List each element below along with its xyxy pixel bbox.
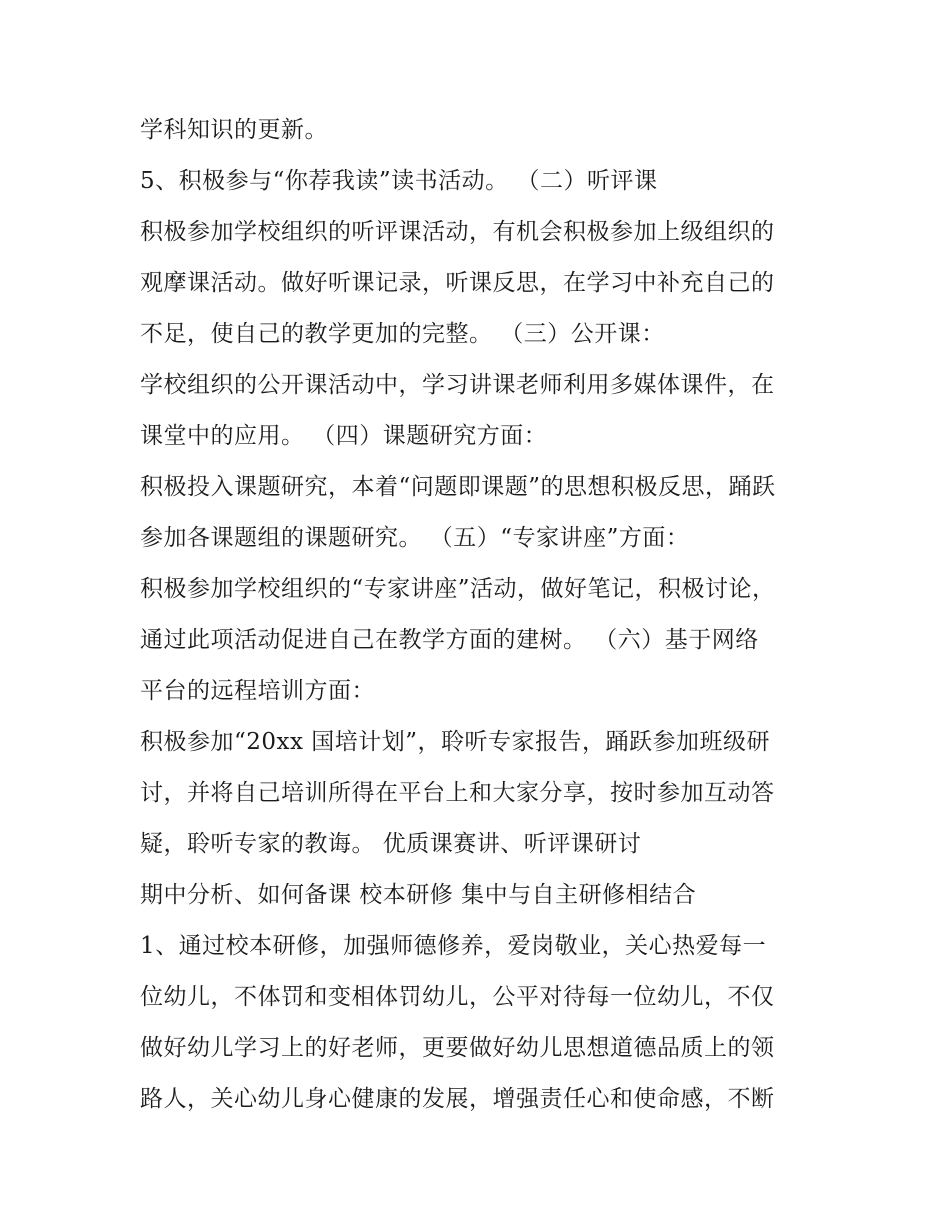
text-line-14: 讨，并将自己培训所得在平台上和大家分享，按时参加互动答 — [140, 780, 775, 806]
text-line-17: 1、通过校本研修，加强师德修养，爱岗敬业，关心热爱每一 — [140, 933, 767, 959]
text-line-5: 不足，使自己的教学更加的完整。 （三）公开课： — [140, 321, 665, 347]
text-line-10: 积极参加学校组织的“专家讲座”活动，做好笔记，积极讨论， — [140, 576, 776, 602]
text-line-19: 做好幼儿学习上的好老师，更要做好幼儿思想道德品质上的领 — [140, 1035, 775, 1061]
text-line-3: 积极参加学校组织的听评课活动，有机会积极参加上级组织的 — [140, 219, 775, 245]
text-line-13: 积极参加“20xx 国培计划”，聆听专家报告，踊跃参加班级研 — [140, 729, 771, 755]
text-line-4: 观摩课活动。做好听课记录，听课反思，在学习中补充自己的 — [140, 270, 775, 296]
text-line-8: 积极投入课题研究，本着“问题即课题”的思想积极反思，踊跃 — [140, 474, 776, 500]
text-line-11: 通过此项活动促进自己在教学方面的建树。 （六）基于网络 — [140, 627, 759, 653]
text-line-6: 学校组织的公开课活动中，学习讲课老师利用多媒体课件，在 — [140, 372, 775, 398]
text-line-16: 期中分析、如何备课 校本研修 集中与自主研修相结合 — [140, 882, 697, 908]
text-line-18: 位幼儿，不体罚和变相体罚幼儿，公平对待每一位幼儿，不仅 — [140, 984, 775, 1010]
text-line-12: 平台的远程培训方面： — [140, 678, 375, 704]
text-line-7: 课堂中的应用。 （四）课题研究方面： — [140, 423, 548, 449]
text-line-2: 5、积极参与“你荐我读”读书活动。 （二）听评课 — [140, 168, 658, 194]
text-line-9: 参加各课题组的课题研究。 （五）“专家讲座”方面： — [140, 525, 690, 551]
text-line-15: 疑，聆听专家的教诲。 优质课赛讲、听评课研讨 — [140, 831, 642, 857]
text-line-20: 路人，关心幼儿身心健康的发展，增强责任心和使命感，不断 — [140, 1086, 775, 1112]
text-line-1: 学科知识的更新。 — [140, 117, 328, 143]
document-body — [140, 105, 820, 1125]
